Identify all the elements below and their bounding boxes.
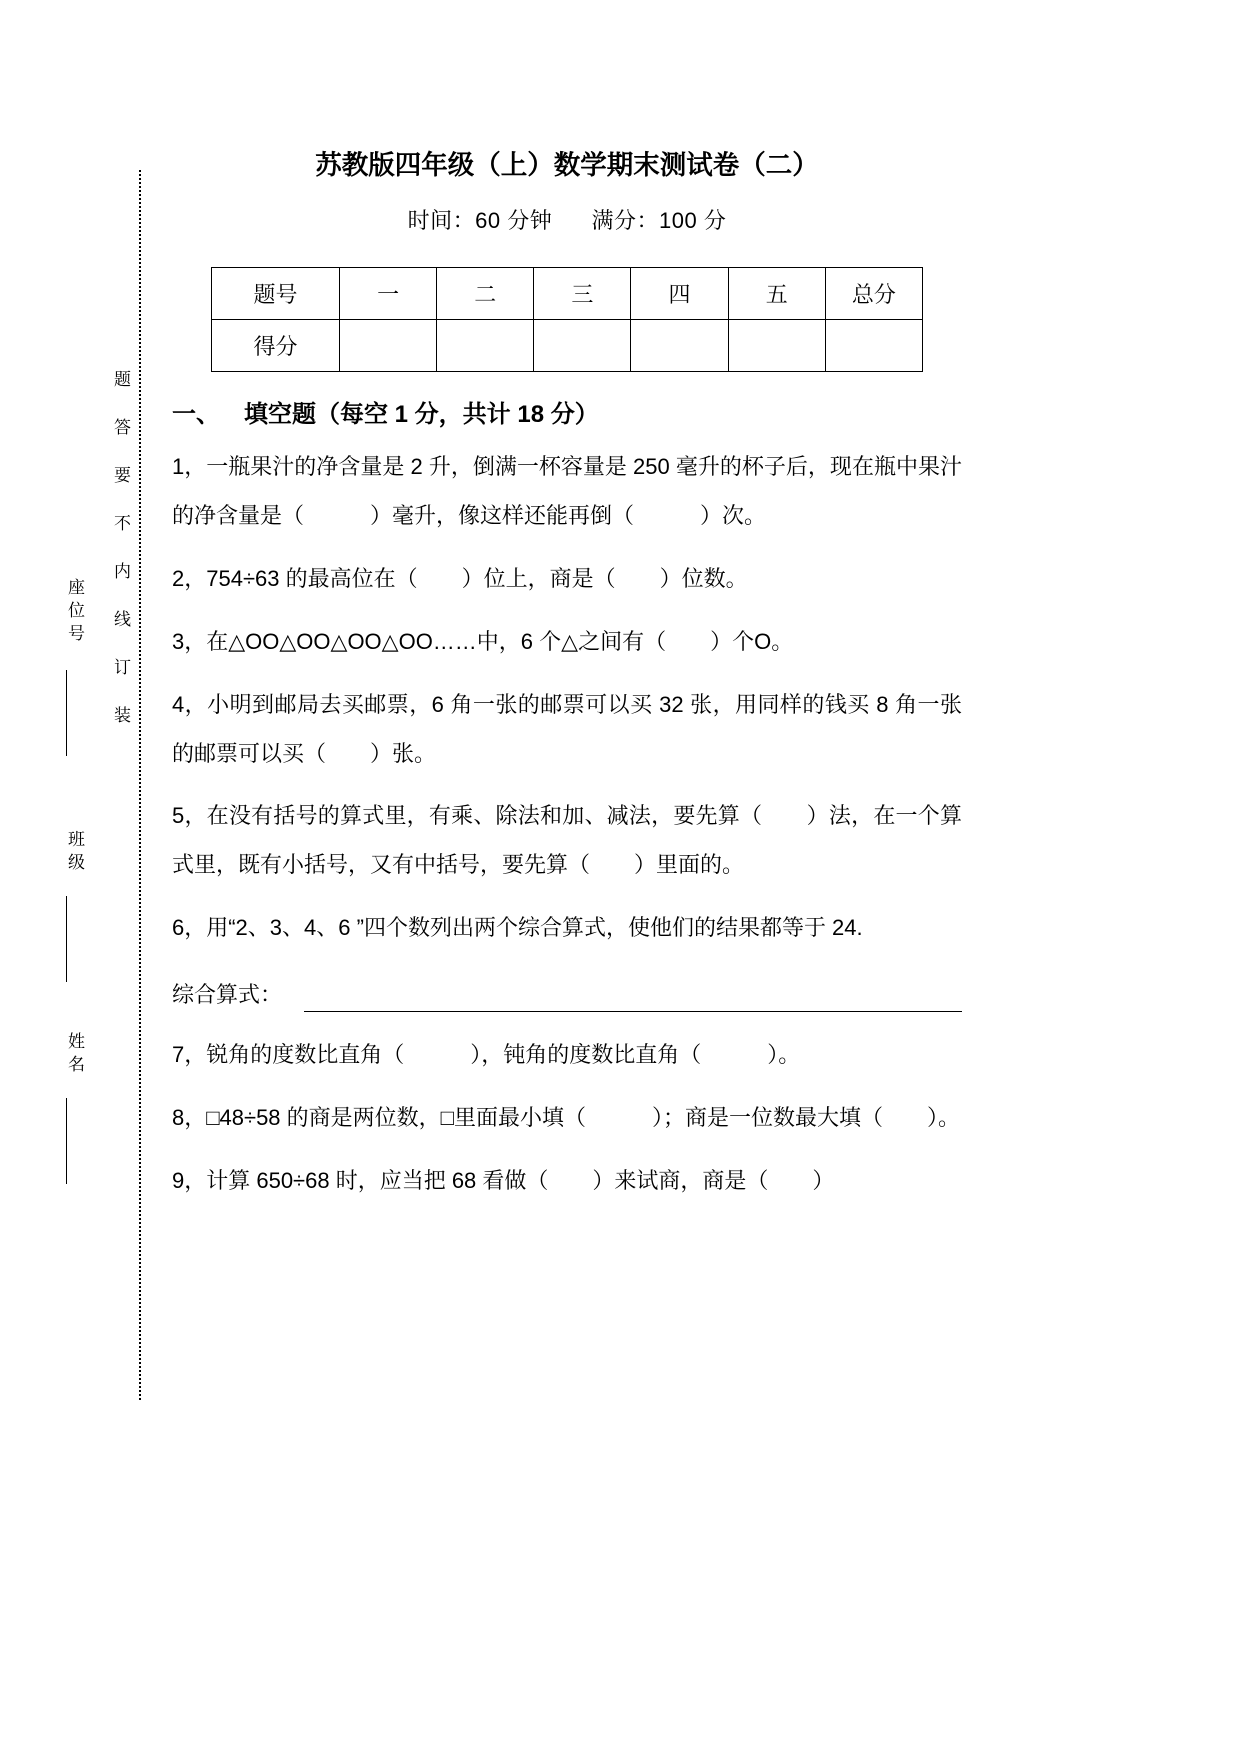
question-7: 7，锐角的度数比直角（ ），钝角的度数比直角（ ）。 xyxy=(172,1041,801,1067)
score-table xyxy=(211,267,923,372)
question-9: 9，计算 650÷68 时，应当把 68 看做（ ）来试商，商是（ ） xyxy=(172,1167,835,1193)
question-6: 6，用“2、3、4、6 ”四个数列出两个综合算式，使他们的结果都等于 24. xyxy=(172,915,863,941)
score-cell-total[interactable] xyxy=(825,320,922,372)
seat-number-label: 座位号 xyxy=(65,578,84,647)
main-content xyxy=(172,0,962,1205)
class-label: 班级 xyxy=(65,830,84,876)
question-4: 4，小明到邮局去买邮票，6 角一张的邮票可以买 32 张，用同样的钱买 8 角一张的邮票可以买（ ）张。 xyxy=(172,691,962,766)
score-table-col-5: 五 xyxy=(728,268,825,320)
question-5: 5，在没有括号的算式里，有乘、除法和加、减法，要先算（ ）法，在一个算式里，既有小括号，又有中括号，要先算（ ）里面的。 xyxy=(172,803,962,878)
score-table-col-total: 总分 xyxy=(825,268,922,320)
seat-number-rule xyxy=(66,670,67,756)
question-3: 3，在△OO△OO△OO△OO……中，6 个△之间有（ ）个O。 xyxy=(172,628,794,654)
question-2: 2，754÷63 的最高位在（ ）位上，商是（ ）位数。 xyxy=(172,566,748,592)
score-table-score-row xyxy=(212,320,923,372)
score-table-col-2: 二 xyxy=(437,268,534,320)
score-cell-3[interactable] xyxy=(534,320,631,372)
seal-dotted-line xyxy=(139,170,141,1400)
section-heading-1 xyxy=(172,394,962,429)
formula-label: 综合算式： xyxy=(172,981,283,1007)
score-cell-5[interactable] xyxy=(728,320,825,372)
score-cell-4[interactable] xyxy=(631,320,728,372)
section-index: 一、 xyxy=(172,401,220,429)
score-cell-2[interactable] xyxy=(437,320,534,372)
exam-duration: 时间：60 分钟 xyxy=(407,208,553,234)
score-table-col-1: 一 xyxy=(340,268,437,320)
score-table-col-3: 三 xyxy=(534,268,631,320)
question-1: 1，一瓶果汁的净含量是 2 升，倒满一杯容量是 250 毫升的杯子后，现在瓶中果汁的净含量是（ ）毫升，像这样还能再倒（ ）次。 xyxy=(172,454,962,529)
score-cell-1[interactable] xyxy=(340,320,437,372)
score-table-col-4: 四 xyxy=(631,268,728,320)
seal-line-area xyxy=(60,170,170,1400)
page-title: 苏教版四年级（上）数学期末测试卷（二） xyxy=(315,150,819,180)
question-8: 8，□48÷58 的商是两位数，□里面最小填（ ）；商是一位数最大填（ ）。 xyxy=(172,1104,960,1130)
score-table-row-label-1: 得分 xyxy=(212,320,340,372)
exam-total-score: 满分：100 分 xyxy=(591,208,727,234)
name-label: 姓名 xyxy=(65,1032,84,1078)
name-rule xyxy=(66,1098,67,1184)
score-table-row-label-0: 题号 xyxy=(212,268,340,320)
seal-inner-text: 题 答 要 不 内 线 订 装 xyxy=(111,370,130,729)
exam-meta xyxy=(172,204,962,235)
score-table-header-row xyxy=(212,268,923,320)
question-6-answer-row xyxy=(172,973,962,1017)
formula-answer-line[interactable] xyxy=(304,986,962,1012)
class-rule xyxy=(66,896,67,982)
section-title: 填空题（每空 1 分，共计 18 分） xyxy=(244,401,599,429)
